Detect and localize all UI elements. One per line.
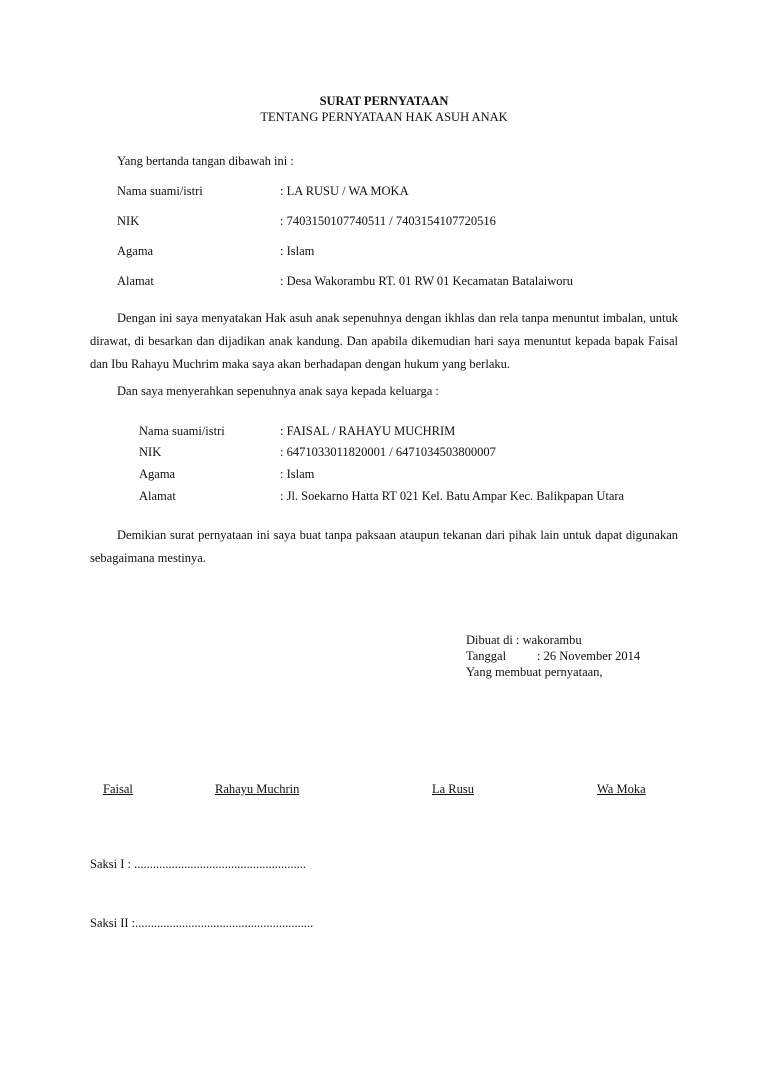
intro-text: Yang bertanda tangan dibawah ini : bbox=[117, 154, 294, 168]
declarant-address-value: : Desa Wakorambu RT. 01 RW 01 Kecamatan Batalaiworu bbox=[280, 274, 573, 288]
signature-la-rusu: La Rusu bbox=[432, 782, 475, 796]
declarant-address-label: Alamat bbox=[117, 274, 154, 288]
statement-paragraph: Dengan ini saya menyatakan Hak asuh anak sepenuhnya dengan ikhlas dan rela tanpa menuntut imbalan, untuk dirawat, di besarkan dan dijadikan anak kandung. Dan apabila dikemudian hari saya menuntut kepada bapak Faisal dan Ibu Rahayu Muchrim maka saya akan berhadapan dengan hukum yang berlaku. bbox=[90, 311, 678, 371]
recipient-address-value: : Jl. Soekarno Hatta RT 021 Kel. Batu Ampar Kec. Balikpapan Utara bbox=[280, 489, 625, 503]
signature-faisal: Faisal bbox=[103, 782, 133, 796]
declarant-religion-label: Agama bbox=[117, 244, 154, 258]
declarant-nik-label: NIK bbox=[117, 214, 140, 228]
recipient-address-label: Alamat bbox=[139, 489, 176, 503]
signature-wa-moka: Wa Moka bbox=[597, 782, 646, 796]
recipient-religion-value: : Islam bbox=[280, 467, 315, 481]
letter-title: SURAT PERNYATAAN bbox=[319, 94, 449, 108]
made-at-text: Dibuat di : wakorambu bbox=[466, 633, 582, 647]
declarant-nik-value: : 7403150107740511 / 7403154107720516 bbox=[280, 214, 496, 228]
recipient-name-label: Nama suami/istri bbox=[139, 424, 225, 438]
handover-text: Dan saya menyerahkan sepenuhnya anak saya kepada keluarga : bbox=[117, 384, 439, 398]
witness-1-line: Saksi I : ....................................................... bbox=[90, 857, 306, 871]
date-value: : 26 November 2014 bbox=[537, 649, 641, 663]
recipient-religion-label: Agama bbox=[139, 467, 176, 481]
signature-rahayu: Rahayu Muchrin bbox=[215, 782, 300, 796]
declarant-name-value: : LA RUSU / WA MOKA bbox=[280, 184, 409, 198]
maker-text: Yang membuat pernyataan, bbox=[466, 665, 603, 679]
declarant-religion-value: : Islam bbox=[280, 244, 315, 258]
closing-paragraph: Demikian surat pernyataan ini saya buat tanpa paksaan ataupun tekanan dari pihak lain untuk dapat digunakan sebagaimana mestinya. bbox=[90, 528, 678, 565]
witness-2-line: Saksi II :......................................................... bbox=[90, 916, 314, 930]
declarant-name-label: Nama suami/istri bbox=[117, 184, 203, 198]
recipient-nik-value: : 6471033011820001 / 6471034503800007 bbox=[280, 445, 496, 459]
recipient-nik-label: NIK bbox=[139, 445, 162, 459]
date-label: Tanggal bbox=[466, 649, 507, 663]
recipient-name-value: : FAISAL / RAHAYU MUCHRIM bbox=[280, 424, 456, 438]
letter-subtitle: TENTANG PERNYATAAN HAK ASUH ANAK bbox=[260, 110, 508, 124]
